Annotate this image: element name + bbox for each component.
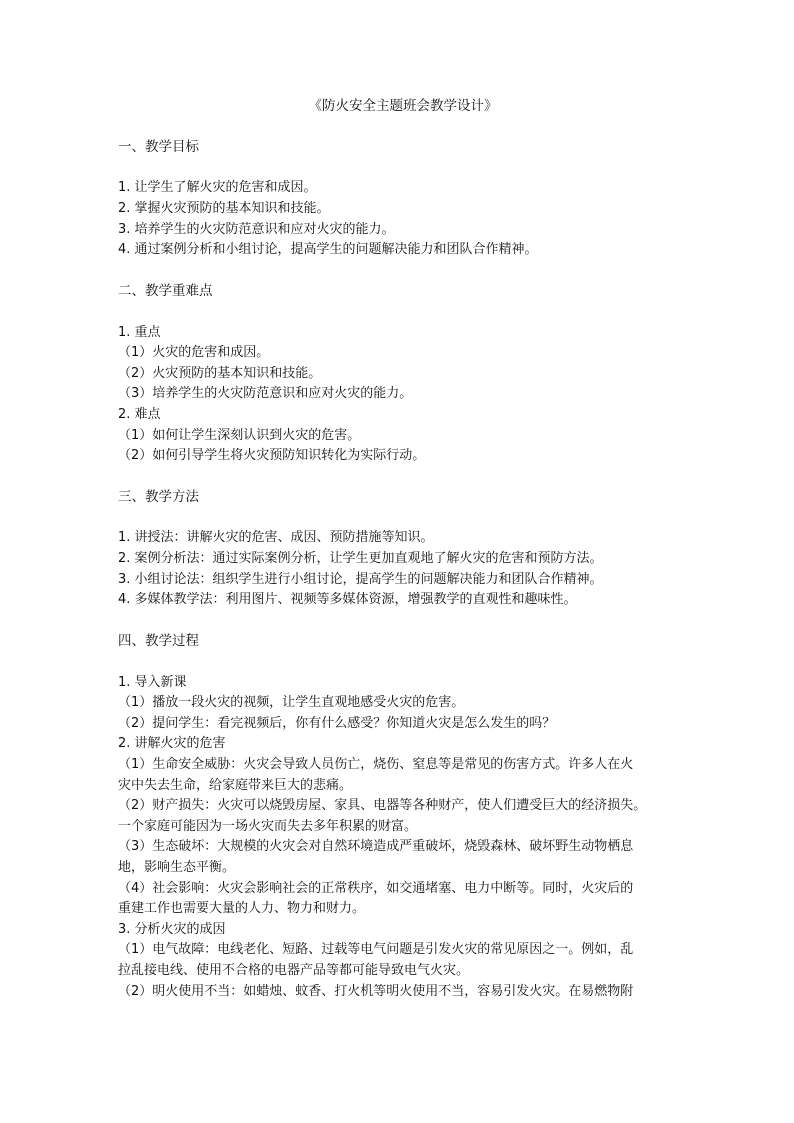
text-line: （2）提问学生：看完视频后，你有什么感受？你知道火灾是怎么发生的吗？	[118, 715, 556, 731]
section-body	[118, 673, 688, 1003]
text-line: （1）生命安全威胁：火灾会导致人员伤亡，烧伤、窒息等是常见的伤害方式。许多人在火	[118, 757, 634, 772]
section-heading: 三、教学方法	[118, 489, 199, 506]
text-line: 拉乱接电线、使用不合格的电器产品等都可能导致电气火灾。	[118, 962, 470, 978]
text-line: （2）财产损失：火灾可以烧毁房屋、家具、电器等各种财产，使人们遭受巨大的经济损失。	[118, 798, 647, 814]
section-body	[118, 178, 688, 260]
section-key-points	[118, 281, 688, 466]
text-line: 3. 培养学生的火灾防范意识和应对火灾的能力。	[118, 221, 395, 237]
document-page	[118, 96, 688, 1002]
text-line: 1. 重点	[118, 324, 161, 340]
text-line: 4. 通过案例分析和小组讨论，提高学生的问题解决能力和团队合作精神。	[118, 242, 538, 258]
text-line: （2）火灾预防的基本知识和技能。	[118, 365, 322, 381]
text-line: 3. 分析火灾的成因	[118, 921, 226, 937]
section-teaching-methods	[118, 487, 688, 611]
text-line: 2. 难点	[118, 406, 161, 422]
text-line: （3）生态破坏：大规模的火灾会对自然环境造成严重破坏，烧毁森林、破坏野生动物栖息	[118, 839, 634, 855]
text-line: 1. 让学生了解火灾的危害和成因。	[118, 180, 317, 196]
text-line: 地，影响生态平衡。	[118, 859, 236, 875]
text-line: （2）如何引导学生将火灾预防知识转化为实际行动。	[118, 448, 426, 464]
section-heading: 一、教学目标	[118, 139, 199, 156]
section-heading: 二、教学重难点	[118, 283, 213, 300]
text-line: （1）火灾的危害和成因。	[118, 345, 270, 361]
section-body	[118, 323, 688, 467]
text-line: 4. 多媒体教学法：利用图片、视频等多媒体资源，增强教学的直观性和趣味性。	[118, 592, 577, 608]
text-line: 2. 掌握火灾预防的基本知识和技能。	[118, 200, 330, 216]
text-line: 1. 讲授法：讲解火灾的危害、成因、预防措施等知识。	[118, 530, 434, 546]
document-title: 《防火安全主题班会教学设计》	[308, 98, 498, 114]
text-line: （3）培养学生的火灾防范意识和应对火灾的能力。	[118, 386, 413, 402]
text-line: （1）电气故障：电线老化、短路、过载等电气问题是引发火灾的常见原因之一。例如，乱	[118, 942, 634, 958]
section-teaching-goals	[118, 137, 688, 261]
text-line: （1）如何让学生深刻认识到火灾的危害。	[118, 427, 361, 443]
text-line: （1）播放一段火灾的视频，让学生直观地感受火灾的危害。	[118, 695, 465, 711]
text-line: 2. 案例分析法：通过实际案例分析，让学生更加直观地了解火灾的危害和预防方法。	[118, 551, 603, 567]
section-teaching-process	[118, 631, 688, 1002]
text-line: 灾中失去生命，给家庭带来巨大的悲痛。	[118, 777, 353, 793]
section-body	[118, 528, 688, 610]
text-line: （4）社会影响：火灾会影响社会的正常秩序，如交通堵塞、电力中断等。同时，火灾后的	[118, 880, 634, 896]
text-line: 一个家庭可能因为一场火灾而失去多年积累的财富。	[118, 818, 418, 834]
text-line: 2. 讲解火灾的危害	[118, 736, 226, 752]
text-line: （2）明火使用不当：如蜡烛、蚊香、打火机等明火使用不当，容易引发火灾。在易燃物附	[118, 983, 634, 999]
text-line: 1. 导入新课	[118, 674, 187, 690]
text-line: 3. 小组讨论法：组织学生进行小组讨论，提高学生的问题解决能力和团队合作精神。	[118, 571, 603, 587]
text-line: 重建工作也需要大量的人力、物力和财力。	[118, 901, 366, 917]
section-heading: 四、教学过程	[118, 633, 199, 650]
